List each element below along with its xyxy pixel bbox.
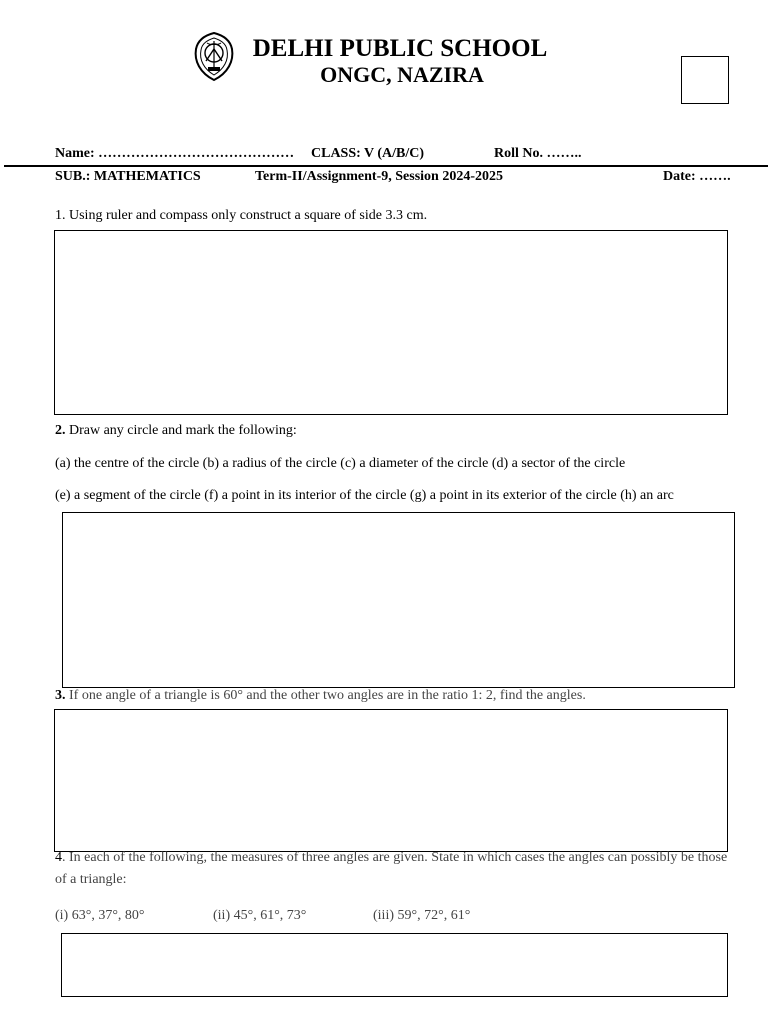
header-divider bbox=[4, 165, 768, 167]
subject-field: SUB.: MATHEMATICS bbox=[55, 169, 201, 184]
answer-box-1[interactable] bbox=[54, 230, 728, 415]
question-text: . In each of the following, the measures of three angles are given. State in which cases the angles can possibly be those bbox=[62, 850, 728, 865]
roll-field: Roll No. …….. bbox=[494, 146, 582, 161]
question-2 bbox=[55, 420, 297, 442]
answer-box-4[interactable] bbox=[61, 933, 728, 997]
question-4 bbox=[55, 847, 727, 869]
name-field: Name: …………………………………… bbox=[55, 146, 295, 161]
question-3 bbox=[55, 685, 586, 707]
question-number: 1. bbox=[55, 208, 66, 223]
question-number: 3. bbox=[55, 688, 66, 703]
marks-box bbox=[681, 56, 729, 104]
question-1 bbox=[55, 205, 427, 227]
question-4-option-iii: (iii) 59°, 72°, 61° bbox=[373, 908, 471, 923]
school-name: DELHI PUBLIC SCHOOL bbox=[252, 35, 548, 62]
answer-box-2[interactable] bbox=[62, 512, 735, 688]
date-field: Date: ……. bbox=[663, 169, 731, 184]
question-text: If one angle of a triangle is 60° and the other two angles are in the ratio 1: 2, find the angles. bbox=[65, 688, 586, 703]
question-2-parts-e-h: (e) a segment of the circle (f) a point in its interior of the circle (g) a point in its exterior of the circle (h) an arc bbox=[55, 488, 674, 503]
question-text: Draw any circle and mark the following: bbox=[65, 423, 297, 438]
question-4-option-i: (i) 63°, 37°, 80° bbox=[55, 908, 145, 923]
term-field: Term-II/Assignment-9, Session 2024-2025 bbox=[255, 169, 503, 184]
question-2-parts-a-d: (a) the centre of the circle (b) a radius of the circle (c) a diameter of the circle (d) a sector of the circle bbox=[55, 456, 626, 471]
question-text: Using ruler and compass only construct a square of side 3.3 cm. bbox=[65, 208, 428, 223]
question-4-option-ii: (ii) 45°, 61°, 73° bbox=[213, 908, 307, 923]
question-number: 2. bbox=[55, 423, 66, 438]
school-branch: ONGC, NAZIRA bbox=[320, 62, 484, 87]
question-4-continued: of a triangle: bbox=[55, 872, 127, 887]
answer-box-3[interactable] bbox=[54, 709, 728, 852]
question-number: 4 bbox=[55, 850, 62, 865]
class-field: CLASS: V (A/B/C) bbox=[311, 146, 425, 161]
